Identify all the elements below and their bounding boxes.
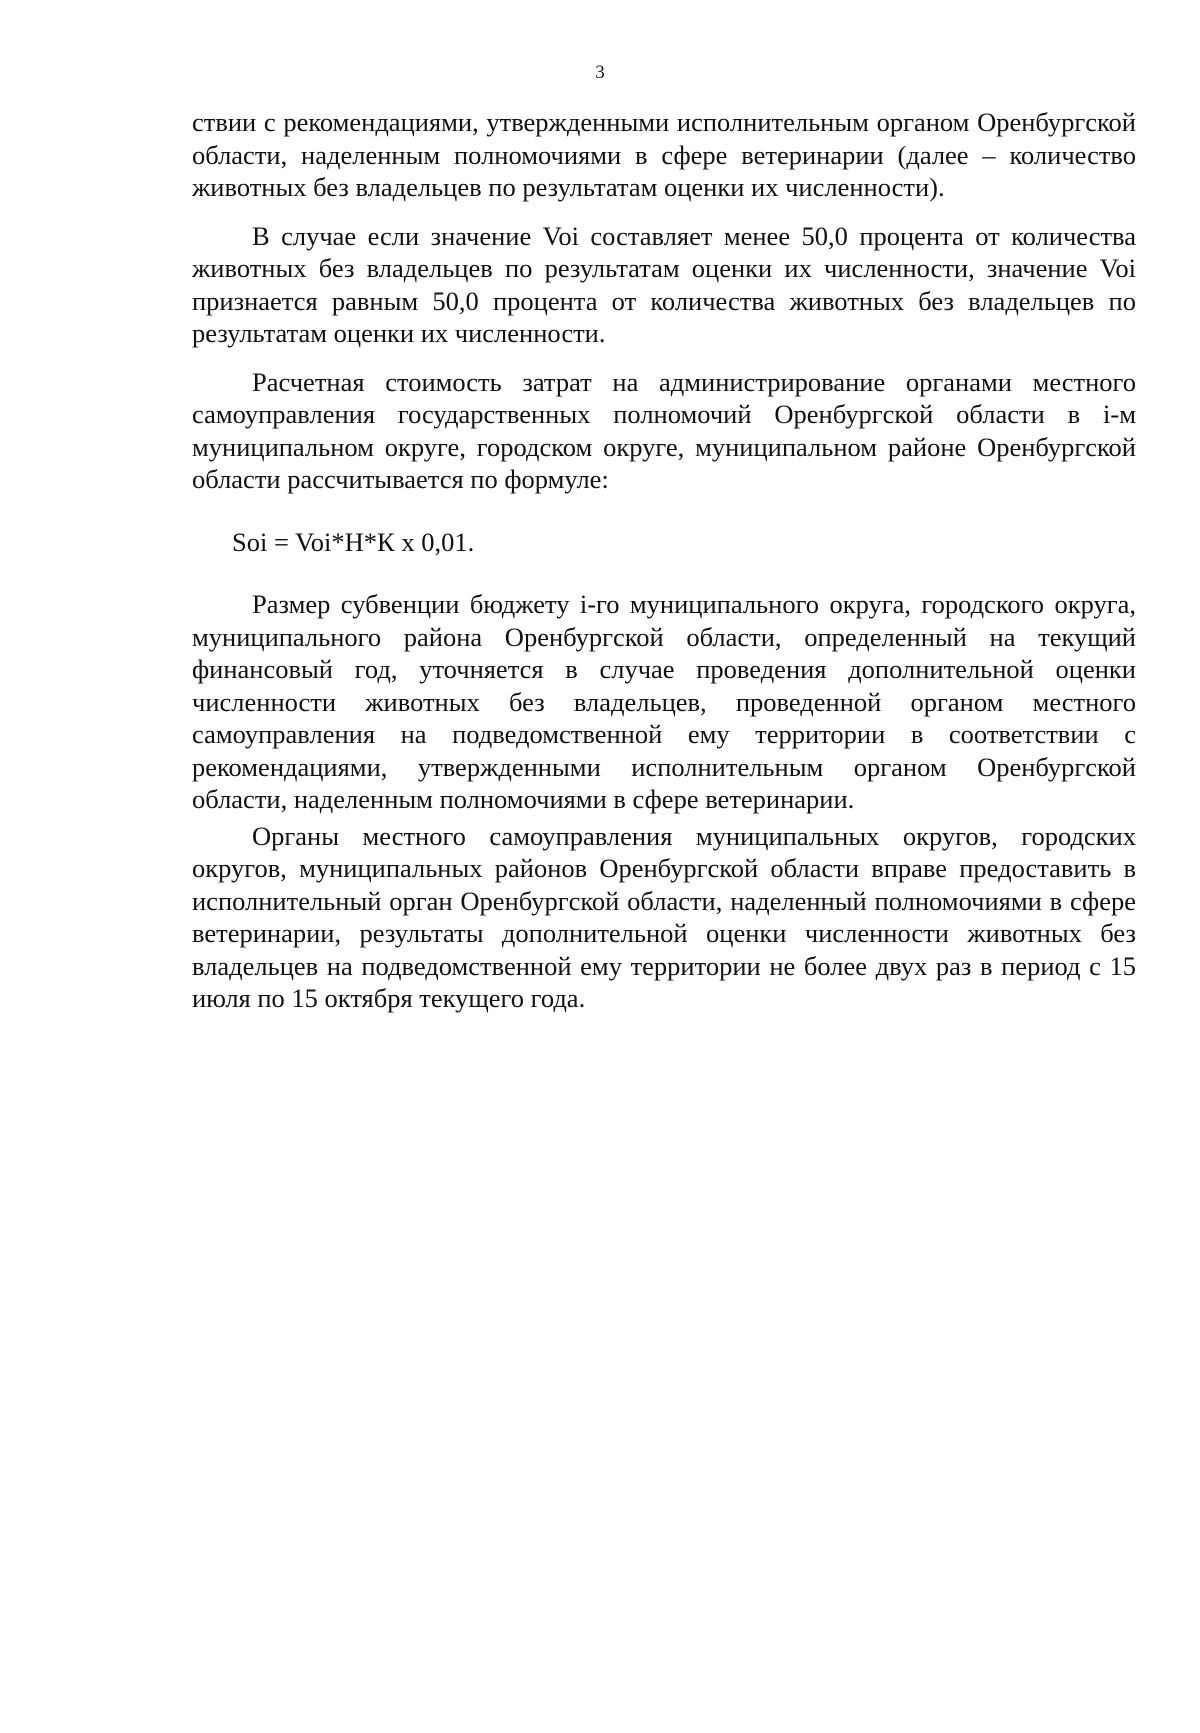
page-number: 3 [595,62,605,83]
paragraph-continuation: ствии с рекомендациями, утвержденными исполнительным органом Оренбургской области, наделенным полномочиями в сфере ветеринарии (далее – количество животных без владельцев по результатам оценки их численности). [192,107,1136,202]
document-body [192,106,1136,1015]
paragraph-local-authorities: Органы местного самоуправления муниципальных округов, городских округов, муниципальных районов Оренбургской области вправе предоставить в исполнительный орган Оренбургской области, наделенный полномочиями в сфере ветеринарии, результаты дополнительной оценки численности животных без владельцев на подведомственной ему территории не более двух раз в период с 15 июля по 15 октября текущего года. [192,820,1136,1013]
paragraph-admin-cost: Расчетная стоимость затрат на администрирование органами местного самоуправления государственных полномочий Оренбургской области в i-м муниципальном округе, городском округе, муниципальном районе Оренбургской области рассчитывается по формуле: [192,366,1136,494]
formula: Soi = Voi*Н*К х 0,01. [232,526,475,557]
paragraph-subvention-size: Размер субвенции бюджету i-го муниципального округа, городского округа, муниципального района Оренбургской области, определенный на текущий финансовый год, уточняется в случае проведения дополнительной оценки численности животных без владельцев, проведенной органом местного самоуправления на подведомственной ему территории в соответствии с рекомендациями, утвержденными исполнительным органом Оренбургской области, наделенным полномочиями в сфере ветеринарии. [192,589,1136,814]
paragraph-voi-condition: В случае если значение Voi составляет менее 50,0 процента от количества животных без владельцев по результатам оценки их численности, значение Voi признается равным 50,0 процента от количества животных без владельцев по результатам оценки их численности. [192,220,1136,348]
